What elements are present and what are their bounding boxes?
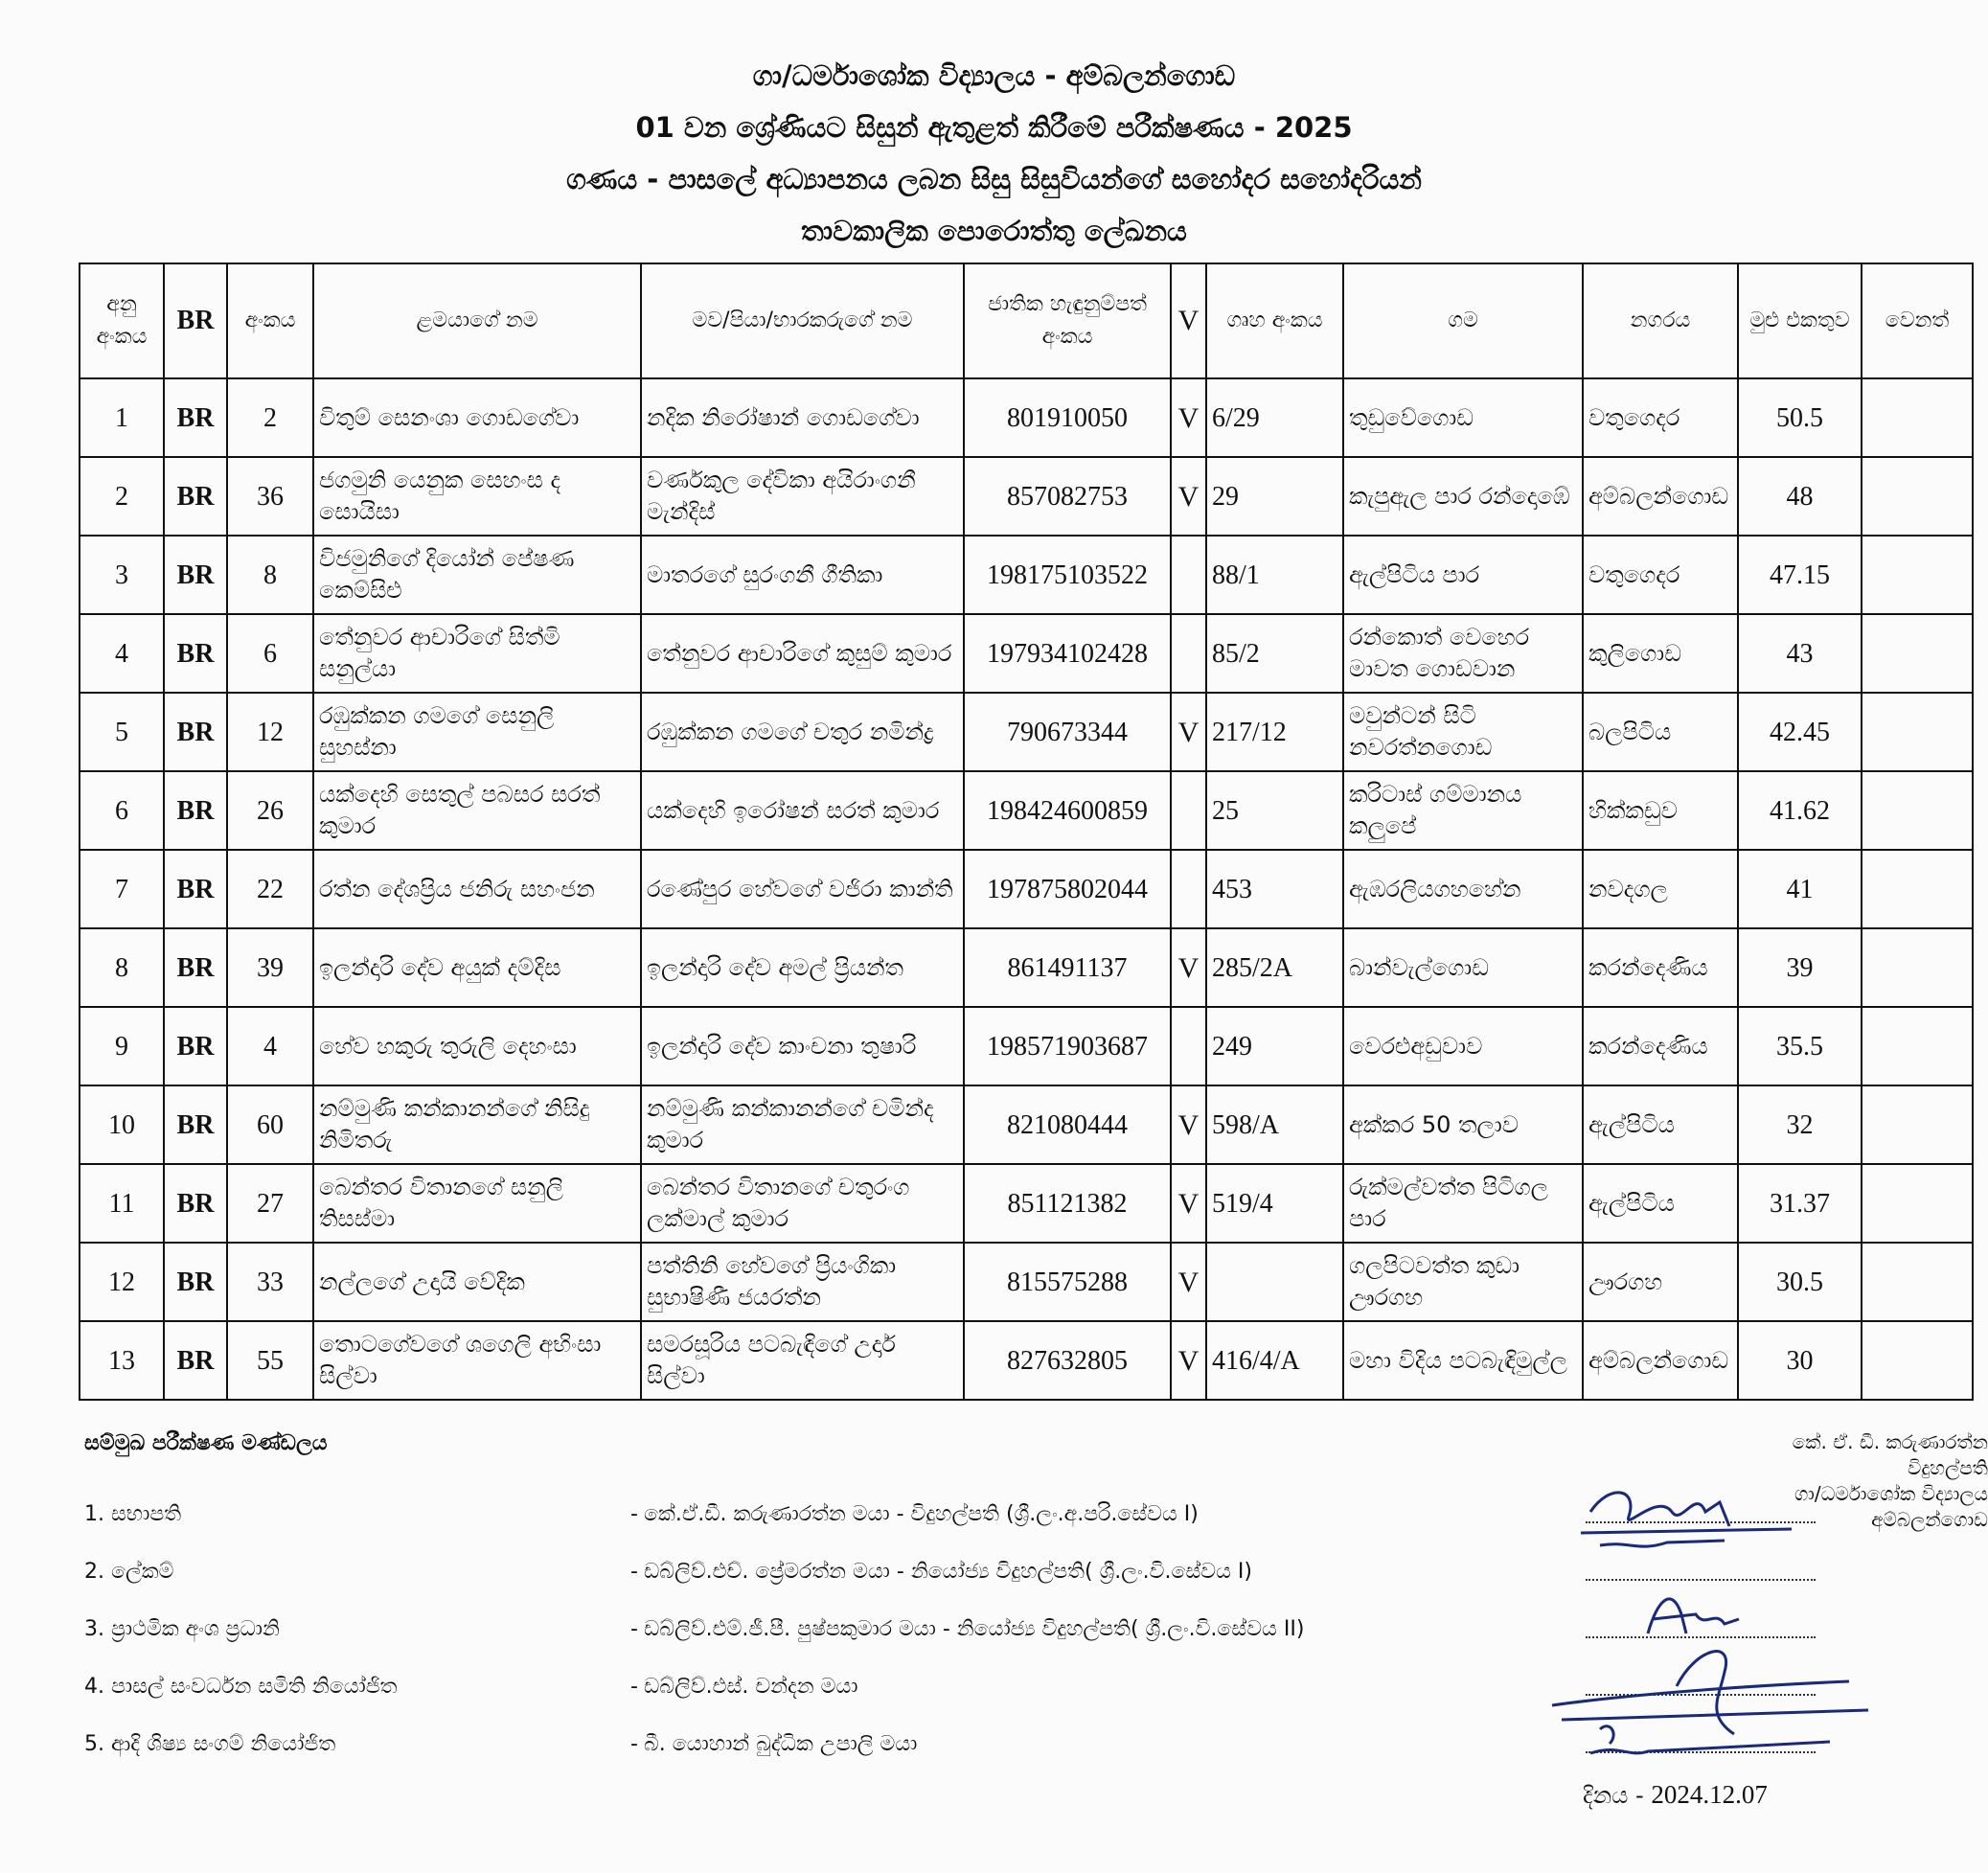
table-row	[80, 850, 1973, 928]
member-separator: -	[630, 1732, 638, 1756]
table-row	[80, 536, 1973, 614]
cell-serial: 8	[80, 928, 164, 1007]
cell-house-no: 88/1	[1206, 536, 1343, 614]
cell-number: 39	[227, 928, 313, 1007]
cell-other	[1862, 1007, 1973, 1085]
panel-member	[84, 1502, 1199, 1526]
cell-total: 48	[1738, 457, 1862, 536]
cell-parent-name: ඉලන්දාරි දේව කාංචනා තුෂාරි	[641, 1007, 964, 1085]
member-name: ඩබ්ලිව්.එම්.ජී.පී. පුෂ්පකුමාර මයා - නියෝජ්‍ය විදුහල්පති( ශ්‍රී.ලං.වි.සේවය II)	[644, 1617, 1305, 1641]
cell-serial: 13	[80, 1321, 164, 1400]
cell-parent-name: මාතරගේ සුරංගනී ගීතිකා	[641, 536, 964, 614]
cell-serial: 7	[80, 850, 164, 928]
cell-nic: 198175103522	[964, 536, 1171, 614]
stamp-title: විදුහල්පති	[1907, 1456, 1988, 1479]
cell-village: බාන්වැල්ගොඩ	[1343, 928, 1583, 1007]
cell-total: 41.62	[1738, 771, 1862, 850]
table-row	[80, 1085, 1973, 1164]
cell-br: BR	[164, 693, 227, 771]
category-title: ගණය - පාසලේ අධ්‍යාපනය ලබන සිසු සිසුවියන්ගේ සහෝදර සහෝදරියන්	[566, 163, 1422, 195]
cell-number: 12	[227, 693, 313, 771]
cell-house-no: 453	[1206, 850, 1343, 928]
cell-serial: 3	[80, 536, 164, 614]
cell-parent-name: වර්ණකුල දේවිකා අයිරාංගනී මැන්දිස්	[641, 457, 964, 536]
member-name: ඩබ්ලිව්.එච්. ප්‍රේමරත්න මයා - නියෝජ්‍ය විදුහල්පති( ශ්‍රී.ලං.වි.සේවය I)	[644, 1560, 1252, 1584]
member-role: 2. ලේකම්	[84, 1560, 174, 1584]
cell-total: 35.5	[1738, 1007, 1862, 1085]
table-row	[80, 1007, 1973, 1085]
cell-serial: 10	[80, 1085, 164, 1164]
cell-nic: 790673344	[964, 693, 1171, 771]
cell-child-name: රත්න දේශප්‍රිය ජනිරු සහංජන	[313, 850, 641, 928]
cell-child-name: බෙන්තර විතානගේ සනුලි තිසස්මා	[313, 1164, 641, 1243]
cell-v: V	[1171, 928, 1206, 1007]
cell-village: මවුන්ටන් සිටි නවරත්නගොඩ	[1343, 693, 1583, 771]
document-header	[0, 50, 1988, 257]
member-separator: -	[630, 1560, 638, 1584]
cell-village: රුක්මල්වත්ත පිටිගල පාර	[1343, 1164, 1583, 1243]
cell-br: BR	[164, 614, 227, 693]
panel-member	[84, 1617, 1304, 1641]
cell-total: 43	[1738, 614, 1862, 693]
cell-number: 26	[227, 771, 313, 850]
signature-3	[1542, 1629, 1945, 1772]
cell-number: 22	[227, 850, 313, 928]
cell-house-no: 519/4	[1206, 1164, 1343, 1243]
member-role: 4. පාසල් සංවර්ධන සමිති නියෝජිත	[84, 1675, 398, 1699]
cell-other	[1862, 1243, 1973, 1321]
cell-parent-name: නදික නිරෝෂාන් ගොඩගේවා	[641, 378, 964, 457]
col-village: ගම	[1343, 263, 1583, 378]
member-name: බී. යොහාන් බුද්ධික උපාලි මයා	[644, 1732, 918, 1756]
cell-br: BR	[164, 1243, 227, 1321]
cell-other	[1862, 771, 1973, 850]
cell-number: 8	[227, 536, 313, 614]
cell-town: වතුගෙදර	[1583, 378, 1738, 457]
cell-v	[1171, 850, 1206, 928]
member-separator: -	[630, 1675, 638, 1699]
cell-total: 30.5	[1738, 1243, 1862, 1321]
cell-v	[1171, 536, 1206, 614]
school-title: ගා/ධර්මාශෝක විද්‍යාලය - අම්බලන්ගොඩ	[752, 59, 1236, 92]
cell-other	[1862, 928, 1973, 1007]
cell-village: අක්කර 50 තලාව	[1343, 1085, 1583, 1164]
cell-serial: 6	[80, 771, 164, 850]
signature-1	[1571, 1473, 1887, 1560]
cell-house-no: 598/A	[1206, 1085, 1343, 1164]
cell-village: මහා විදිය පටබැඳිමුල්ල	[1343, 1321, 1583, 1400]
cell-village: කැපුඇල පාර රන්දොඹේ	[1343, 457, 1583, 536]
cell-br: BR	[164, 850, 227, 928]
cell-town: අම්බලන්ගොඩ	[1583, 1321, 1738, 1400]
cell-nic: 821080444	[964, 1085, 1171, 1164]
cell-child-name: යක්දෙහි සෙතුල් පබසර සරත් කුමාර	[313, 771, 641, 850]
table-row	[80, 457, 1973, 536]
table-header-row	[80, 263, 1973, 378]
panel-member	[84, 1560, 1252, 1584]
cell-nic: 857082753	[964, 457, 1171, 536]
cell-child-name: හේව හකුරු තුරුලි දෙහංසා	[313, 1007, 641, 1085]
col-other: වෙනත්	[1862, 263, 1973, 378]
cell-nic: 198424600859	[964, 771, 1171, 850]
cell-other	[1862, 1164, 1973, 1243]
cell-house-no: 6/29	[1206, 378, 1343, 457]
cell-village: කරිටාස් ගම්මානය කලුපේ	[1343, 771, 1583, 850]
cell-number: 33	[227, 1243, 313, 1321]
cell-v	[1171, 614, 1206, 693]
cell-child-name: තොටගේවගේ ශගෙලි අභිංසා සිල්වා	[313, 1321, 641, 1400]
cell-v	[1171, 771, 1206, 850]
cell-child-name: නම්මුණි කන්කානන්ගේ නිසිදු නිමිතරු	[313, 1085, 641, 1164]
cell-br: BR	[164, 771, 227, 850]
cell-child-name: විතුම් සෙනංශා ගොඩගේවා	[313, 378, 641, 457]
cell-br: BR	[164, 378, 227, 457]
col-parent-name: මව/පියා/භාරකරුගේ නම	[641, 263, 964, 378]
cell-parent-name: සමරසූරිය පටබැඳිගේ උදාර් සිල්වා	[641, 1321, 964, 1400]
col-child-name: ළමයාගේ නම	[313, 263, 641, 378]
cell-nic: 197875802044	[964, 850, 1171, 928]
cell-village: ඇඹරලියගහහේන	[1343, 850, 1583, 928]
cell-parent-name: රණේපුර හේවගේ වජිරා කාන්ති	[641, 850, 964, 928]
cell-town: ඇල්පිටිය	[1583, 1085, 1738, 1164]
cell-house-no: 217/12	[1206, 693, 1343, 771]
cell-town: කරන්දෙණිය	[1583, 928, 1738, 1007]
date-value: 2024.12.07	[1651, 1780, 1768, 1809]
cell-number: 60	[227, 1085, 313, 1164]
cell-serial: 11	[80, 1164, 164, 1243]
cell-serial: 1	[80, 378, 164, 457]
cell-serial: 5	[80, 693, 164, 771]
cell-child-name: රඹුක්කන ගමගේ සෙනුලි සුහස්නා	[313, 693, 641, 771]
member-separator: -	[630, 1502, 638, 1526]
cell-v: V	[1171, 693, 1206, 771]
cell-nic: 851121382	[964, 1164, 1171, 1243]
cell-child-name: ඉලන්දාරි දේව අයුක් දම්දිස	[313, 928, 641, 1007]
cell-town: ඇල්පිටිය	[1583, 1164, 1738, 1243]
cell-v: V	[1171, 1243, 1206, 1321]
table-row	[80, 771, 1973, 850]
cell-br: BR	[164, 536, 227, 614]
cell-nic: 198571903687	[964, 1007, 1171, 1085]
cell-village: ඇල්පිටිය පාර	[1343, 536, 1583, 614]
table-row	[80, 378, 1973, 457]
cell-total: 39	[1738, 928, 1862, 1007]
cell-br: BR	[164, 1007, 227, 1085]
cell-v: V	[1171, 378, 1206, 457]
member-name: කේ.ඒ.ඩී. කරුණාරත්න මයා - විදුහල්පති (ශ්‍රී.ලං.අ.පරි.සේවය I)	[644, 1502, 1199, 1526]
panel-member	[84, 1675, 858, 1699]
cell-total: 41	[1738, 850, 1862, 928]
cell-other	[1862, 850, 1973, 928]
cell-town: වතුගෙදර	[1583, 536, 1738, 614]
col-number: අංකය	[227, 263, 313, 378]
cell-serial: 2	[80, 457, 164, 536]
table-row	[80, 1321, 1973, 1400]
cell-house-no: 85/2	[1206, 614, 1343, 693]
col-town: නගරය	[1583, 263, 1738, 378]
cell-total: 47.15	[1738, 536, 1862, 614]
cell-town: බලපිටිය	[1583, 693, 1738, 771]
cell-house-no	[1206, 1243, 1343, 1321]
cell-village: රන්කොත් වෙහෙර මාවත ගොඩවාන	[1343, 614, 1583, 693]
member-role: 1. සභාපති	[84, 1502, 182, 1526]
cell-nic: 815575288	[964, 1243, 1171, 1321]
member-name: ඩබ්ලිව්.එස්. චන්දන මයා	[644, 1675, 858, 1699]
cell-serial: 9	[80, 1007, 164, 1085]
cell-nic: 827632805	[964, 1321, 1171, 1400]
cell-parent-name: නම්මුණි කන්කානන්ගේ චමින්ද කුමාර	[641, 1085, 964, 1164]
cell-child-name: විජමුනිගේ දියෝන් පේෂණ කෙම්සිළු	[313, 536, 641, 614]
cell-other	[1862, 1085, 1973, 1164]
cell-house-no: 416/4/A	[1206, 1321, 1343, 1400]
cell-other	[1862, 693, 1973, 771]
cell-total: 50.5	[1738, 378, 1862, 457]
cell-br: BR	[164, 457, 227, 536]
cell-number: 55	[227, 1321, 313, 1400]
cell-house-no: 249	[1206, 1007, 1343, 1085]
stamp-town: අම්බලන්ගොඩ	[1871, 1508, 1988, 1531]
cell-house-no: 25	[1206, 771, 1343, 850]
stamp-school: ගා/ධර්මාශෝක විද්‍යාලය	[1794, 1482, 1988, 1505]
table-row	[80, 614, 1973, 693]
stamp-name: කේ. ඒ. ඩී. කරුණාරත්න	[1792, 1430, 1988, 1453]
cell-child-name: තේනුවර ආචාරිගේ සිත්මි සනුල්යා	[313, 614, 641, 693]
member-role: 3. ප්‍රාථමික අංශ ප්‍රධානි	[84, 1617, 280, 1641]
cell-total: 42.45	[1738, 693, 1862, 771]
cell-serial: 12	[80, 1243, 164, 1321]
cell-v: V	[1171, 1321, 1206, 1400]
cell-other	[1862, 536, 1973, 614]
cell-town: කුලිගොඩ	[1583, 614, 1738, 693]
cell-parent-name: ඉලන්දාරි දේව අමල් ප්‍රියන්ත	[641, 928, 964, 1007]
cell-other	[1862, 1321, 1973, 1400]
cell-v: V	[1171, 457, 1206, 536]
table-row	[80, 1164, 1973, 1243]
cell-number: 2	[227, 378, 313, 457]
member-separator: -	[630, 1617, 638, 1641]
panel-member	[84, 1732, 917, 1756]
cell-br: BR	[164, 1085, 227, 1164]
cell-village: ගලපිටවත්ත කුඩා ඌරගහ	[1343, 1243, 1583, 1321]
cell-other	[1862, 457, 1973, 536]
cell-number: 6	[227, 614, 313, 693]
cell-house-no: 29	[1206, 457, 1343, 536]
exam-title: 01 වන ශ්‍රේණියට සිසුන් ඇතුළත් කිරීමේ පරීක්ෂණය - 2025	[635, 111, 1353, 144]
cell-parent-name: යක්දෙහි ඉරෝෂන් සරත් කුමාර	[641, 771, 964, 850]
list-title: තාවකාලික පොරොත්තු ලේඛනය	[801, 215, 1187, 247]
cell-other	[1862, 378, 1973, 457]
cell-nic: 197934102428	[964, 614, 1171, 693]
cell-town: නවදගල	[1583, 850, 1738, 928]
cell-parent-name: බෙන්තර විතානගේ චතුරංග ලක්මාල් කුමාර	[641, 1164, 964, 1243]
cell-other	[1862, 614, 1973, 693]
cell-village: තුඩුවේගොඩ	[1343, 378, 1583, 457]
cell-serial: 4	[80, 614, 164, 693]
col-v: V	[1171, 263, 1206, 378]
cell-town: අම්බලන්ගොඩ	[1583, 457, 1738, 536]
cell-town: ඌරගහ	[1583, 1243, 1738, 1321]
cell-parent-name: තේනුවර ආචාරිගේ කුසුම් කුමාර	[641, 614, 964, 693]
table-body	[80, 378, 1973, 1400]
table-row	[80, 928, 1973, 1007]
cell-child-name: ජගමුනි යෙනුක සෙහංස ද සොයිසා	[313, 457, 641, 536]
cell-number: 36	[227, 457, 313, 536]
col-house-no: ගෘහ අංකය	[1206, 263, 1343, 378]
col-br: BR	[164, 263, 227, 378]
cell-br: BR	[164, 928, 227, 1007]
cell-total: 31.37	[1738, 1164, 1862, 1243]
cell-nic: 801910050	[964, 378, 1171, 457]
cell-v: V	[1171, 1164, 1206, 1243]
cell-parent-name: රඹුක්කන ගමගේ චතුර නමින්ද්‍ර	[641, 693, 964, 771]
cell-town: හික්කඩුව	[1583, 771, 1738, 850]
date-line	[1583, 1780, 1768, 1810]
cell-village: වෙරළුඅඩුවාව	[1343, 1007, 1583, 1085]
cell-br: BR	[164, 1321, 227, 1400]
cell-town: කරන්දෙණිය	[1583, 1007, 1738, 1085]
cell-number: 27	[227, 1164, 313, 1243]
cell-nic: 861491137	[964, 928, 1171, 1007]
cell-child-name: නල්ලගේ උදායි වේදික	[313, 1243, 641, 1321]
cell-total: 32	[1738, 1085, 1862, 1164]
cell-br: BR	[164, 1164, 227, 1243]
col-serial: අනු අංකය	[80, 263, 164, 378]
date-label: දිනය -	[1583, 1782, 1644, 1809]
cell-v	[1171, 1007, 1206, 1085]
cell-v: V	[1171, 1085, 1206, 1164]
waiting-list-table	[79, 263, 1974, 1401]
cell-number: 4	[227, 1007, 313, 1085]
table-row	[80, 693, 1973, 771]
col-total: මුළු එකතුව	[1738, 263, 1862, 378]
panel-title: සම්මුඛ පරීක්ෂණ මණ්ඩලය	[84, 1431, 328, 1455]
col-nic: ජාතික හැඳුනුම්පත් අංකය	[964, 263, 1171, 378]
table-row	[80, 1243, 1973, 1321]
cell-parent-name: පත්තිනි හේවගේ ප්‍රියංගිකා සුභාෂිණී ජයරත්න	[641, 1243, 964, 1321]
cell-house-no: 285/2A	[1206, 928, 1343, 1007]
cell-total: 30	[1738, 1321, 1862, 1400]
member-role: 5. ආදි ශිෂ්‍ය සංගම් නියෝජිත	[84, 1732, 336, 1756]
